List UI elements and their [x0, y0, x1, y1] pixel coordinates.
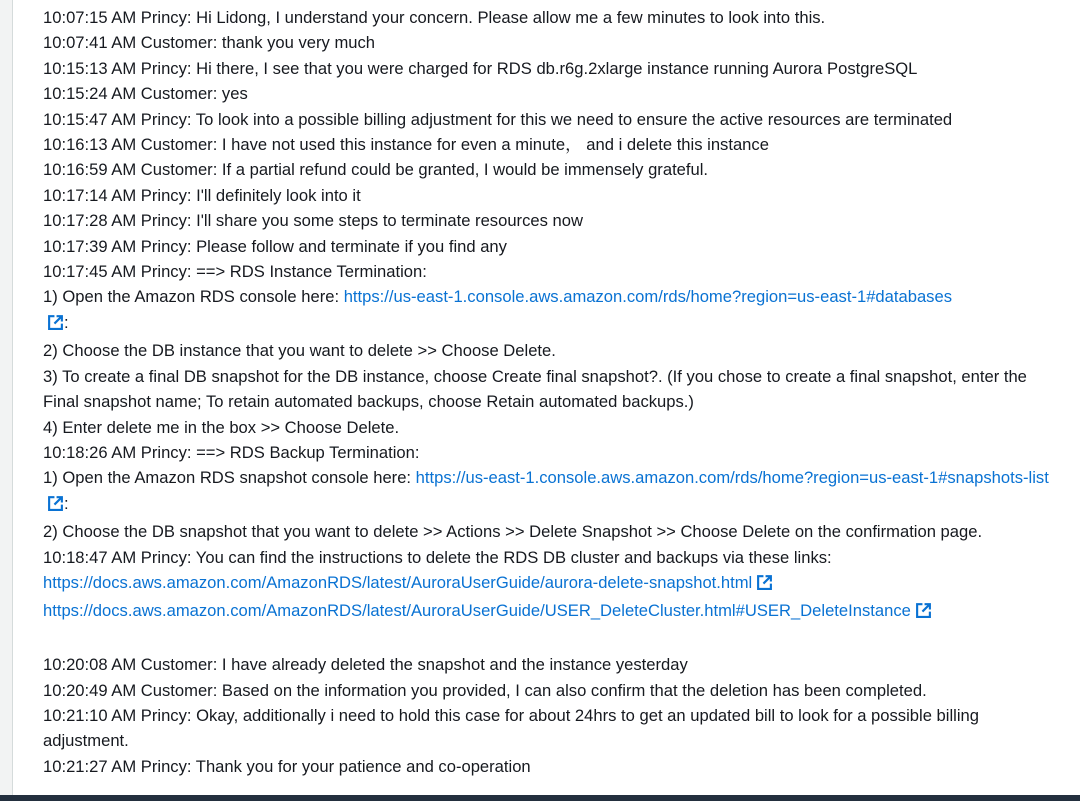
chat-line: 10:15:24 AM Customer: yes — [43, 84, 248, 104]
colon: : — [64, 493, 69, 513]
chat-transcript — [43, 5, 1063, 779]
spacer — [43, 627, 1063, 652]
chat-line: 2) Choose the DB snapshot that you want to delete >> Actions >> Delete Snapshot >> Choose Delete on the confirmation page. — [43, 522, 983, 542]
chat-line: 10:17:28 AM Princy: I'll share you some steps to terminate resources now — [43, 211, 583, 231]
chat-line: 10:07:41 AM Customer: thank you very much — [43, 33, 376, 53]
step-text: 1) Open the Amazon RDS snapshot console here: — [43, 468, 416, 488]
chat-line: 10:07:15 AM Princy: Hi Lidong, I understand your concern. Please allow me a few minutes to look into this. — [43, 8, 826, 27]
doc-link-line — [43, 598, 1063, 626]
chat-line: 10:16:59 AM Customer: If a partial refund could be granted, I would be immensely grateful. — [43, 160, 709, 180]
chat-line: 4) Enter delete me in the box >> Choose Delete. — [43, 417, 400, 437]
chat-line: 10:18:47 AM Princy: You can find the instructions to delete the RDS DB cluster and backups via these links: — [43, 547, 832, 567]
chat-line: 10:20:49 AM Customer: Based on the information you provided, I can also confirm that the deletion has been completed. — [43, 680, 927, 700]
chat-line: 10:21:27 AM Princy: Thank you for your patience and co-operation — [43, 756, 531, 776]
chat-line: 3) To create a final DB snapshot for the DB instance, choose Create final snapshot?. (If you chose to create a final snapshot, enter the Final snapshot name; To retain automated backups, choose Retain automated backups.) — [43, 366, 1027, 412]
chat-line: 10:17:39 AM Princy: Please follow and terminate if you find any — [43, 236, 507, 256]
chat-line: 10:21:10 AM Princy: Okay, additionally i need to hold this case for about 24hrs to get an updated bill to look for a possible billing adjustment. — [43, 705, 979, 751]
chat-line: 10:16:13 AM Customer: I have not used this instance for even a minute， and i delete this instance — [43, 135, 769, 155]
chat-line: 10:17:14 AM Princy: I'll definitely look into it — [43, 185, 361, 205]
chat-line: 2) Choose the DB instance that you want to delete >> Choose Delete. — [43, 341, 556, 361]
chat-line: 10:18:26 AM Princy: ==> RDS Backup Termination: — [43, 442, 420, 462]
rds-snapshot-console-link[interactable]: https://us-east-1.console.aws.amazon.com/rds/home?region=us-east-1#snapshots-list — [415, 468, 1049, 488]
external-link-icon[interactable] — [47, 313, 64, 338]
rds-console-link[interactable]: https://us-east-1.console.aws.amazon.com/rds/home?region=us-east-1#databases — [343, 287, 953, 307]
external-link-icon[interactable] — [47, 494, 64, 519]
instance-step-1 — [43, 284, 1063, 338]
colon: : — [64, 312, 69, 332]
doc-link-line — [43, 570, 1063, 598]
left-panel-edge — [0, 0, 13, 801]
delete-cluster-link[interactable]: https://docs.aws.amazon.com/AmazonRDS/latest/AuroraUserGuide/USER_DeleteCluster.html#USER_DeleteInstance — [43, 601, 911, 621]
aurora-delete-snapshot-link[interactable]: https://docs.aws.amazon.com/AmazonRDS/latest/AuroraUserGuide/aurora-delete-snapshot.html — [43, 572, 753, 592]
external-link-icon[interactable] — [756, 573, 773, 598]
chat-line: 10:20:08 AM Customer: I have already deleted the snapshot and the instance yesterday — [43, 655, 688, 675]
chat-line: 10:17:45 AM Princy: ==> RDS Instance Termination: — [43, 262, 427, 282]
bottom-bar — [0, 795, 1080, 801]
backup-step-1 — [43, 465, 1063, 519]
step-text: 1) Open the Amazon RDS console here: — [43, 287, 344, 307]
chat-line: 10:15:13 AM Princy: Hi there, I see that you were charged for RDS db.r6g.2xlarge instance running Aurora PostgreSQL — [43, 58, 918, 78]
chat-line: 10:15:47 AM Princy: To look into a possible billing adjustment for this we need to ensure the active resources are terminated — [43, 109, 953, 129]
external-link-icon[interactable] — [915, 601, 932, 626]
